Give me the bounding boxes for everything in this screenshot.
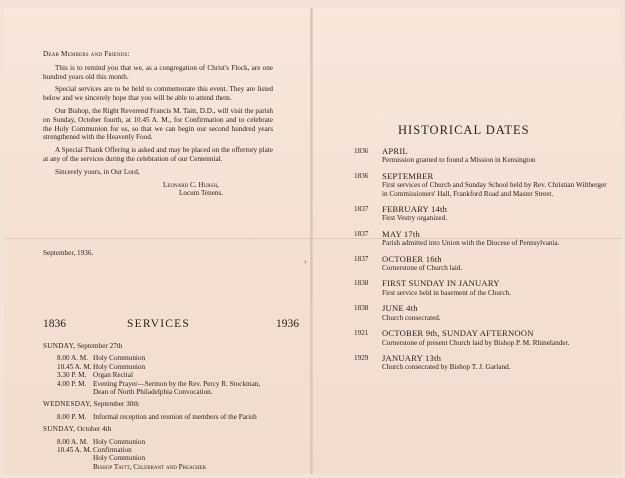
history-entry: [354, 304, 610, 322]
service-time: 8.00 A. M.: [57, 437, 88, 446]
service-day-title: [43, 342, 303, 350]
service-event: Bishop Taitt, Celebrant and Preacher: [93, 462, 206, 471]
service-event: Evening Prayer—Sermon by the Rev. Percy R. Stockman, Dean of North Philadelphia Convocation.: [93, 379, 261, 397]
letter-date: September, 1936.: [43, 249, 94, 257]
service-day: [43, 425, 303, 471]
service-time: [57, 454, 93, 462]
history-year: 1838: [354, 304, 369, 313]
services-schedule: [43, 342, 303, 475]
history-text: Church consecrated by Bishop T. J. Garland.: [382, 363, 511, 372]
history-text: First Vestry organized.: [382, 214, 448, 223]
service-event: Holy Communion: [93, 354, 146, 363]
service-day-name: SUNDAY,: [43, 342, 76, 350]
services-title: SERVICES: [127, 318, 190, 330]
service-row: [43, 380, 303, 397]
service-row: [43, 363, 303, 371]
history-year: 1929: [354, 353, 369, 362]
service-time: [57, 463, 93, 471]
history-heading: JANUARY 13th: [382, 352, 442, 363]
service-day-date: September 27th: [77, 342, 123, 350]
service-day-name: WEDNESDAY,: [43, 400, 92, 409]
fold-mark: ›: [304, 257, 307, 266]
history-year: 1921: [354, 329, 369, 338]
service-time: 8.00 A. M.: [57, 354, 88, 363]
service-row: [43, 463, 303, 471]
history-heading: APRIL: [382, 146, 408, 156]
services-year-end: 1936: [276, 318, 299, 330]
service-event: Organ Recital: [93, 371, 133, 380]
services-year-start: 1836: [43, 318, 66, 330]
service-time: 8.00 P. M.: [57, 412, 87, 421]
history-entry: [354, 147, 610, 165]
historical-dates-title: HISTORICAL DATES: [398, 123, 530, 137]
history-entry: [354, 230, 610, 248]
history-heading: OCTOBER 16th: [382, 253, 442, 264]
history-year: 1837: [354, 205, 369, 214]
service-day-date: October 4th: [77, 425, 112, 434]
history-text: Church consecrated.: [382, 313, 441, 322]
service-day-date: September 30th: [93, 400, 139, 409]
service-day-name: SUNDAY,: [43, 425, 76, 434]
service-event: Holy Communion: [93, 362, 146, 371]
history-year: 1838: [354, 279, 369, 288]
service-day-title: [43, 425, 303, 433]
service-row: [43, 454, 303, 462]
history-heading: SEPTEMBER: [382, 170, 434, 181]
service-row: [43, 371, 303, 379]
history-heading: JUNE 4th: [382, 303, 418, 314]
signature-title: Locum Tenens.: [179, 189, 224, 198]
service-event: Confirmation: [93, 446, 132, 455]
service-row: [43, 354, 303, 362]
service-row: [43, 413, 303, 421]
history-heading: FIRST SUNDAY IN JANUARY: [382, 278, 500, 289]
service-day: [43, 342, 303, 396]
history-year: 1837: [354, 254, 369, 263]
service-time: 10.45 A. M.: [57, 446, 92, 455]
letter-paragraph: This is to remind you that we, as a congregation of Christ's Flock, are one hundred years old this month.: [43, 63, 273, 81]
service-day-title: [43, 400, 303, 408]
history-year: 1836: [354, 171, 369, 180]
service-time: 10.45 A. M.: [57, 362, 92, 371]
history-entry: [354, 255, 610, 273]
history-heading: OCTOBER 9th, SUNDAY AFTERNOON: [382, 328, 534, 339]
history-year: 1837: [354, 229, 369, 238]
history-heading: MAY 17th: [382, 228, 420, 239]
history-text: First services of Church and Sunday School held by Rev. Christian Wiltberger in Commissioners' Hall, Frankford Road and Master Street.: [382, 181, 607, 198]
history-entry: [354, 205, 610, 223]
service-event: Informal reception and reunion of members of the Parish: [93, 412, 257, 421]
history-text: Cornerstone of present Church laid by Bishop P. M. Rhinelander.: [382, 338, 570, 347]
center-fold: [310, 8, 313, 474]
letter-salutation: Dear Members and Friends:: [43, 50, 130, 58]
history-text: First service held in basement of the Church.: [382, 288, 511, 297]
service-time: 3.30 P. M.: [57, 371, 87, 380]
service-row: [43, 438, 303, 446]
service-day: [43, 400, 303, 421]
history-text: Cornerstone of Church laid.: [382, 264, 463, 273]
historical-dates-list: [354, 147, 610, 379]
history-entry: [354, 172, 610, 198]
letter-closing: Sincerely yours, in Our Lord,: [55, 167, 140, 176]
letter-paragraph: Our Bishop, the Right Reverend Francis M. Taitt, D.D., will visit the parish on Sunday, October fourth, at 10.45 A. M., for Confirmation and to celebrate the Holy Communion for us, so that we can begin our second hundred years strengthened with the Heavenly Food.: [43, 106, 273, 142]
letter-paragraph: Special services are to be held to commemorate this event. They are listed below and we sincerely hope that you will be able to attend them.: [43, 85, 273, 103]
letter-signature: [163, 181, 273, 199]
letter-paragraph: A Special Thank Offering is asked and may be placed on the offertory plate at any of the services during the celebration of our Centennial.: [43, 146, 273, 163]
service-event: Holy Communion: [93, 454, 146, 463]
service-event: Holy Communion: [93, 437, 146, 446]
history-entry: [354, 279, 610, 297]
services-heading: [43, 318, 299, 332]
pastor-letter: [43, 50, 273, 198]
history-year: 1836: [354, 147, 369, 155]
signature-name: Leonard C. Hursh,: [163, 180, 219, 189]
service-row: [43, 446, 303, 454]
history-entry: [354, 329, 610, 347]
history-entry: [354, 354, 610, 372]
service-time: 4.00 P. M.: [57, 379, 87, 388]
history-heading: FEBRUARY 14th: [382, 204, 448, 215]
history-text: Permission granted to found a Mission in Kensington: [382, 156, 536, 165]
history-text: Parish admitted into Union with the Diocese of Pennsylvania.: [382, 239, 560, 248]
